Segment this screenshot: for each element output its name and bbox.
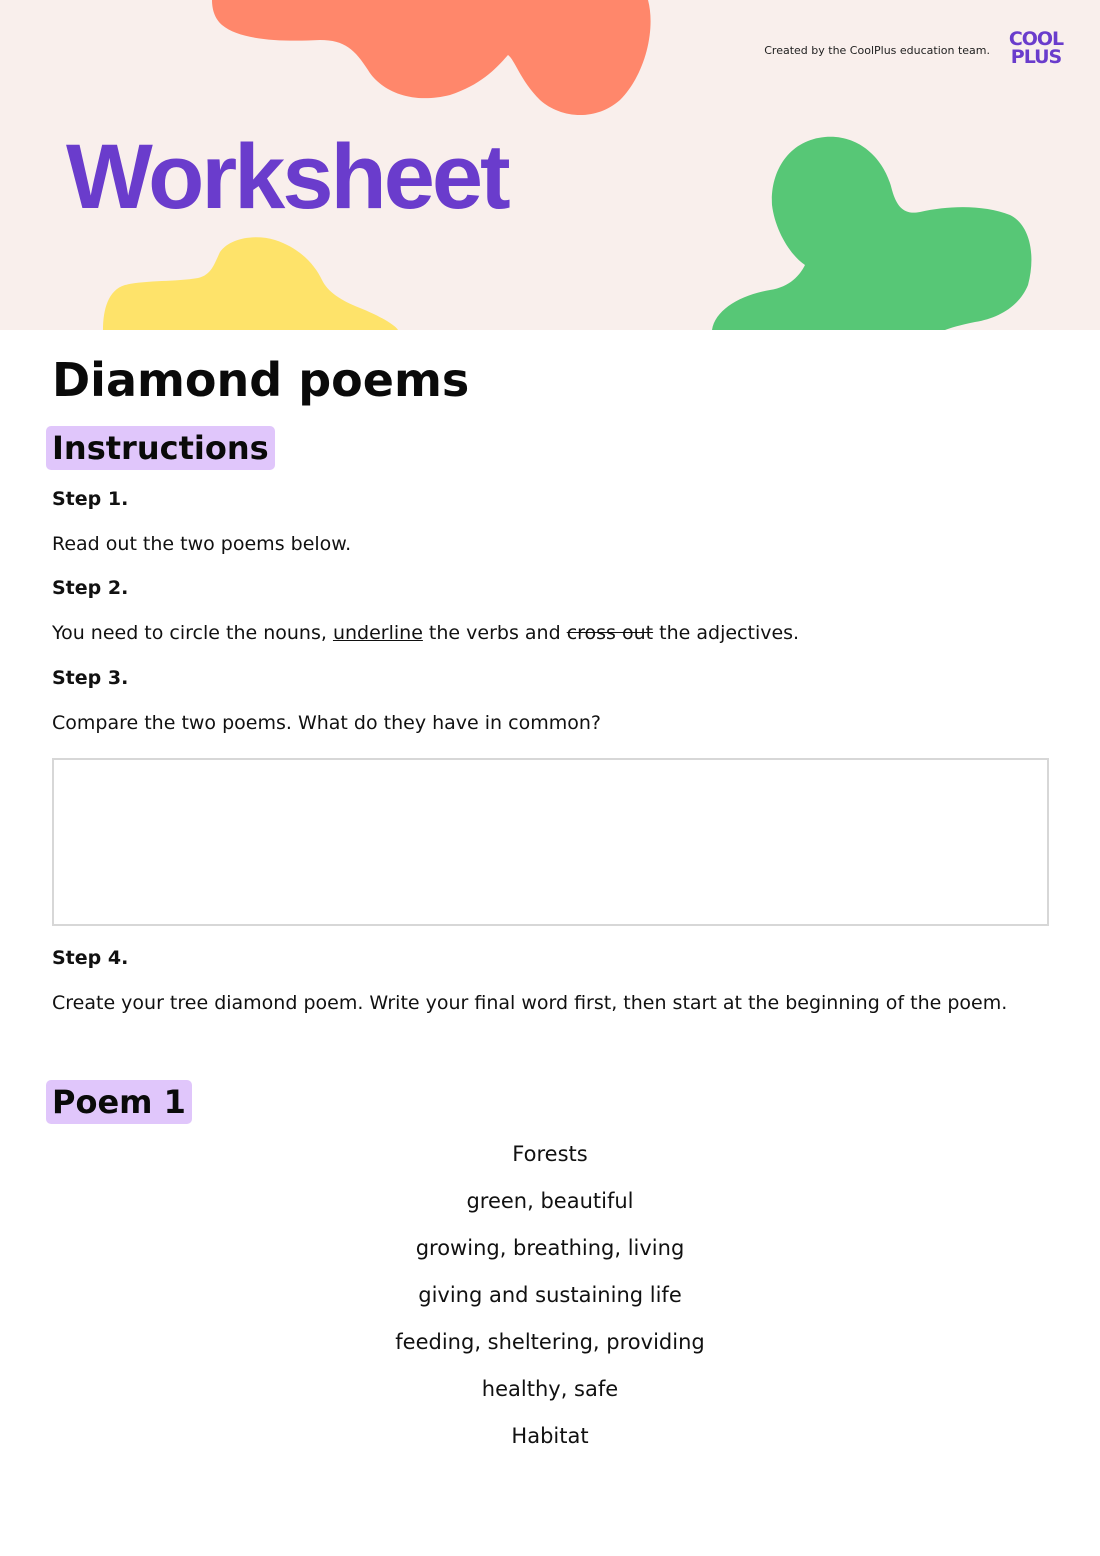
worksheet-body bbox=[52, 350, 1052, 1469]
step-text: Compare the two poems. What do they have in common? bbox=[52, 712, 601, 734]
poem-1-heading: Poem 1 bbox=[46, 1080, 192, 1124]
step-text bbox=[52, 620, 1052, 646]
step-text-part: the verbs and bbox=[422, 622, 567, 644]
step-label: Step 1. bbox=[52, 488, 129, 510]
step-1 bbox=[52, 486, 1052, 557]
poem-line: growing, breathing, living bbox=[415, 1236, 685, 1260]
step-label: Step 3. bbox=[52, 667, 129, 689]
underlined-word: underline bbox=[332, 622, 423, 644]
step-text: Create your tree diamond poem. Write your final word first, then start at the beginning of the poem. bbox=[52, 992, 1008, 1014]
poem-line: giving and sustaining life bbox=[418, 1283, 682, 1307]
poem-line: Habitat bbox=[511, 1424, 589, 1448]
credit-text: Created by the CoolPlus education team. bbox=[764, 44, 990, 57]
step-label: Step 2. bbox=[52, 577, 129, 599]
worksheet-title: Worksheet bbox=[66, 126, 508, 228]
green-blob bbox=[712, 137, 1031, 330]
poem-line: green, beautiful bbox=[466, 1189, 634, 1213]
poem-1 bbox=[52, 1140, 1048, 1469]
coral-blob bbox=[212, 0, 651, 115]
poem-line: Forests bbox=[512, 1142, 588, 1166]
step-text-part: You need to circle the nouns, bbox=[52, 622, 333, 644]
logo-line-1: COOL bbox=[1008, 28, 1064, 50]
page-title: Diamond poems bbox=[52, 353, 470, 407]
logo-line-2: PLUS bbox=[1010, 46, 1062, 68]
step-4 bbox=[52, 945, 1052, 1016]
step-text: Read out the two poems below. bbox=[52, 533, 352, 555]
coolplus-logo bbox=[1004, 30, 1068, 72]
step-label: Step 4. bbox=[52, 947, 129, 969]
answer-box[interactable] bbox=[52, 758, 1049, 926]
poem-line: healthy, safe bbox=[481, 1377, 619, 1401]
step-3 bbox=[52, 665, 1052, 736]
yellow-blob bbox=[103, 237, 398, 330]
step-2 bbox=[52, 575, 1052, 646]
struck-word: cross out bbox=[566, 622, 654, 644]
instructions-heading: Instructions bbox=[46, 426, 275, 470]
worksheet-header bbox=[0, 0, 1100, 330]
step-text-part: the adjectives. bbox=[653, 622, 800, 644]
poem-line: feeding, sheltering, providing bbox=[395, 1330, 705, 1354]
